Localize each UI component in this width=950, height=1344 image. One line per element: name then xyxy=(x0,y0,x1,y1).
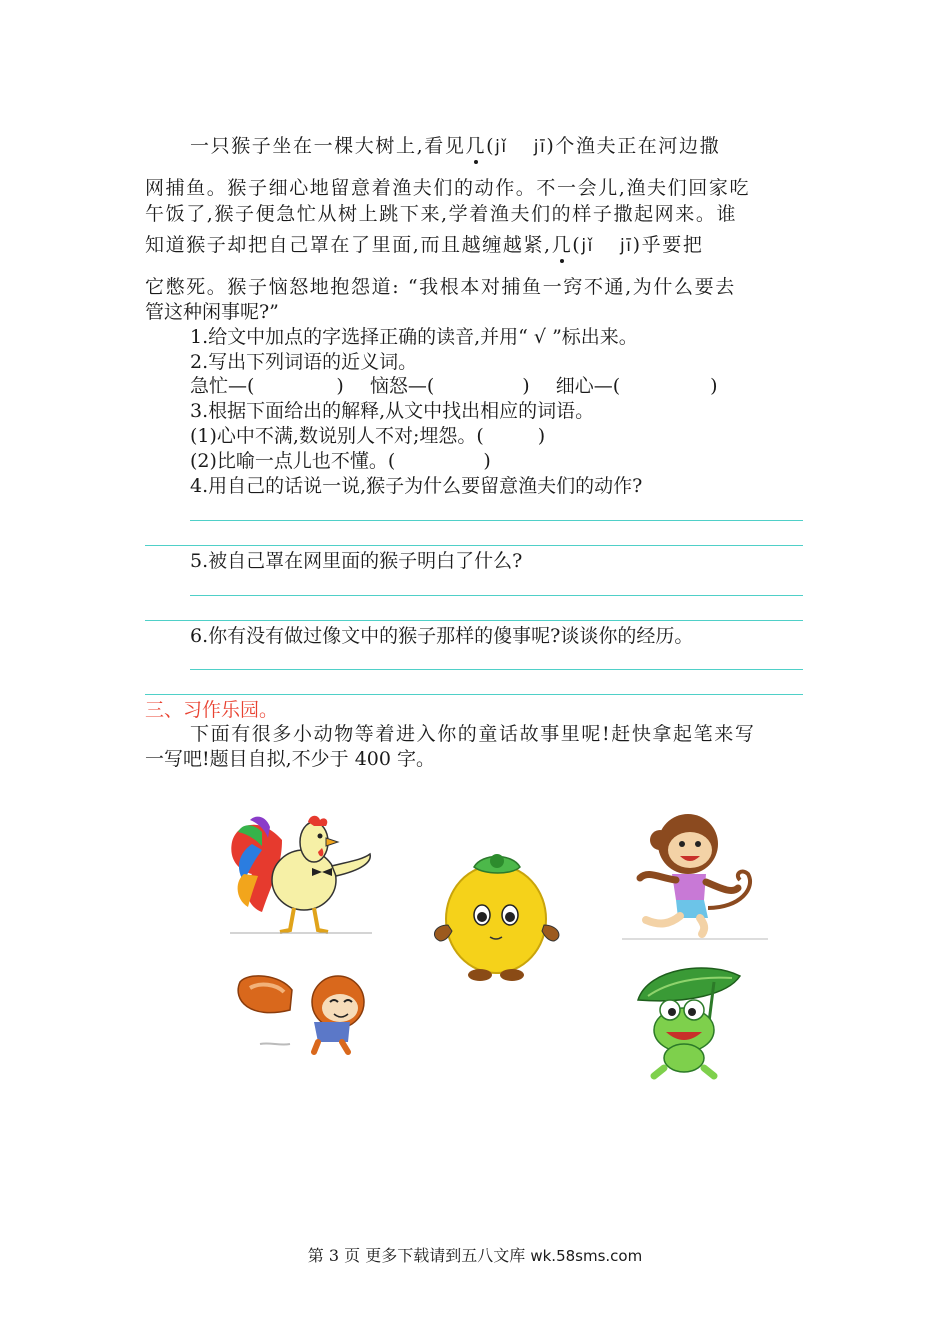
section-title: 三、习作乐园。 xyxy=(145,699,279,721)
question-3-b: (2)比喻一点儿也不懂。( ) xyxy=(190,450,491,472)
passage-line-2: 网捕鱼。猴子细心地留意着渔夫们的动作。不一会儿,渔夫们回家吃 xyxy=(145,177,751,199)
passage-line-1: 一只猴子坐在一棵大树上,看见几(jǐ jī)个渔夫正在河边撒 xyxy=(190,135,721,157)
question-3: 3.根据下面给出的解释,从文中找出相应的词语。 xyxy=(190,400,595,422)
question-2: 2.写出下列词语的近义词。 xyxy=(190,351,418,373)
rooster-picture xyxy=(222,812,377,937)
page-footer xyxy=(0,1243,950,1266)
answer-line[interactable] xyxy=(190,520,803,521)
pinyin-option-2: jī xyxy=(533,137,547,157)
frog-picture xyxy=(628,960,748,1080)
answer-line[interactable] xyxy=(190,595,803,596)
synonym-item-2: 恼怒—( ) xyxy=(369,375,530,397)
passage-line-3: 午饭了,猴子便急忙从树上跳下来,学着渔夫们的样子撒起网来。谁 xyxy=(145,203,738,225)
question-4: 4.用自己的话说一说,猴子为什么要留意渔夫们的动作? xyxy=(190,475,643,497)
section-paragraph-line-2: 一写吧!题目自拟,不少于 400 字。 xyxy=(145,748,436,770)
answer-line[interactable] xyxy=(190,669,803,670)
pinyin-option-1: jǐ xyxy=(495,137,508,157)
section-paragraph-line-1: 下面有很多小动物等着进入你的童话故事里呢!赶快拿起笔来写 xyxy=(190,723,756,745)
pinyin-option-1: jǐ xyxy=(581,236,594,256)
answer-line[interactable] xyxy=(145,620,803,621)
passage-line-4: 知道猴子却把自己罩在了里面,而且越缠越紧,几(jǐ jī)乎要把 xyxy=(145,234,704,256)
dotted-char: 几 xyxy=(465,135,487,157)
footer-page-text: 第 3 页 更多下载请到五八文库 xyxy=(307,1246,526,1265)
footer-url[interactable]: wk.58sms.com xyxy=(530,1247,643,1265)
dotted-char: 几 xyxy=(551,234,573,256)
question-6: 6.你有没有做过像文中的猴子那样的傻事呢?谈谈你的经历。 xyxy=(190,625,694,647)
synonym-item-1: 急忙—( ) xyxy=(190,375,344,397)
question-1: 1.给文中加点的字选择正确的读音,并用“ √ ”标出来。 xyxy=(190,326,638,348)
orange-character-picture xyxy=(424,845,574,985)
squirrel-picture xyxy=(230,970,380,1055)
passage-line-6: 管这种闲事呢?” xyxy=(145,301,279,323)
question-2-items xyxy=(190,374,718,398)
synonym-item-3: 细心—( ) xyxy=(555,375,718,397)
answer-line[interactable] xyxy=(145,545,803,546)
answer-line[interactable] xyxy=(145,694,803,695)
question-5: 5.被自己罩在网里面的猴子明白了什么? xyxy=(190,550,523,572)
passage-line-5: 它憋死。猴子恼怒地抱怨道: “我根本对捕鱼一窍不通,为什么要去 xyxy=(145,276,736,298)
monkey-picture xyxy=(620,808,770,943)
pinyin-option-2: jī xyxy=(619,236,633,256)
question-3-a: (1)心中不满,数说别人不对;埋怨。( ) xyxy=(190,425,546,447)
